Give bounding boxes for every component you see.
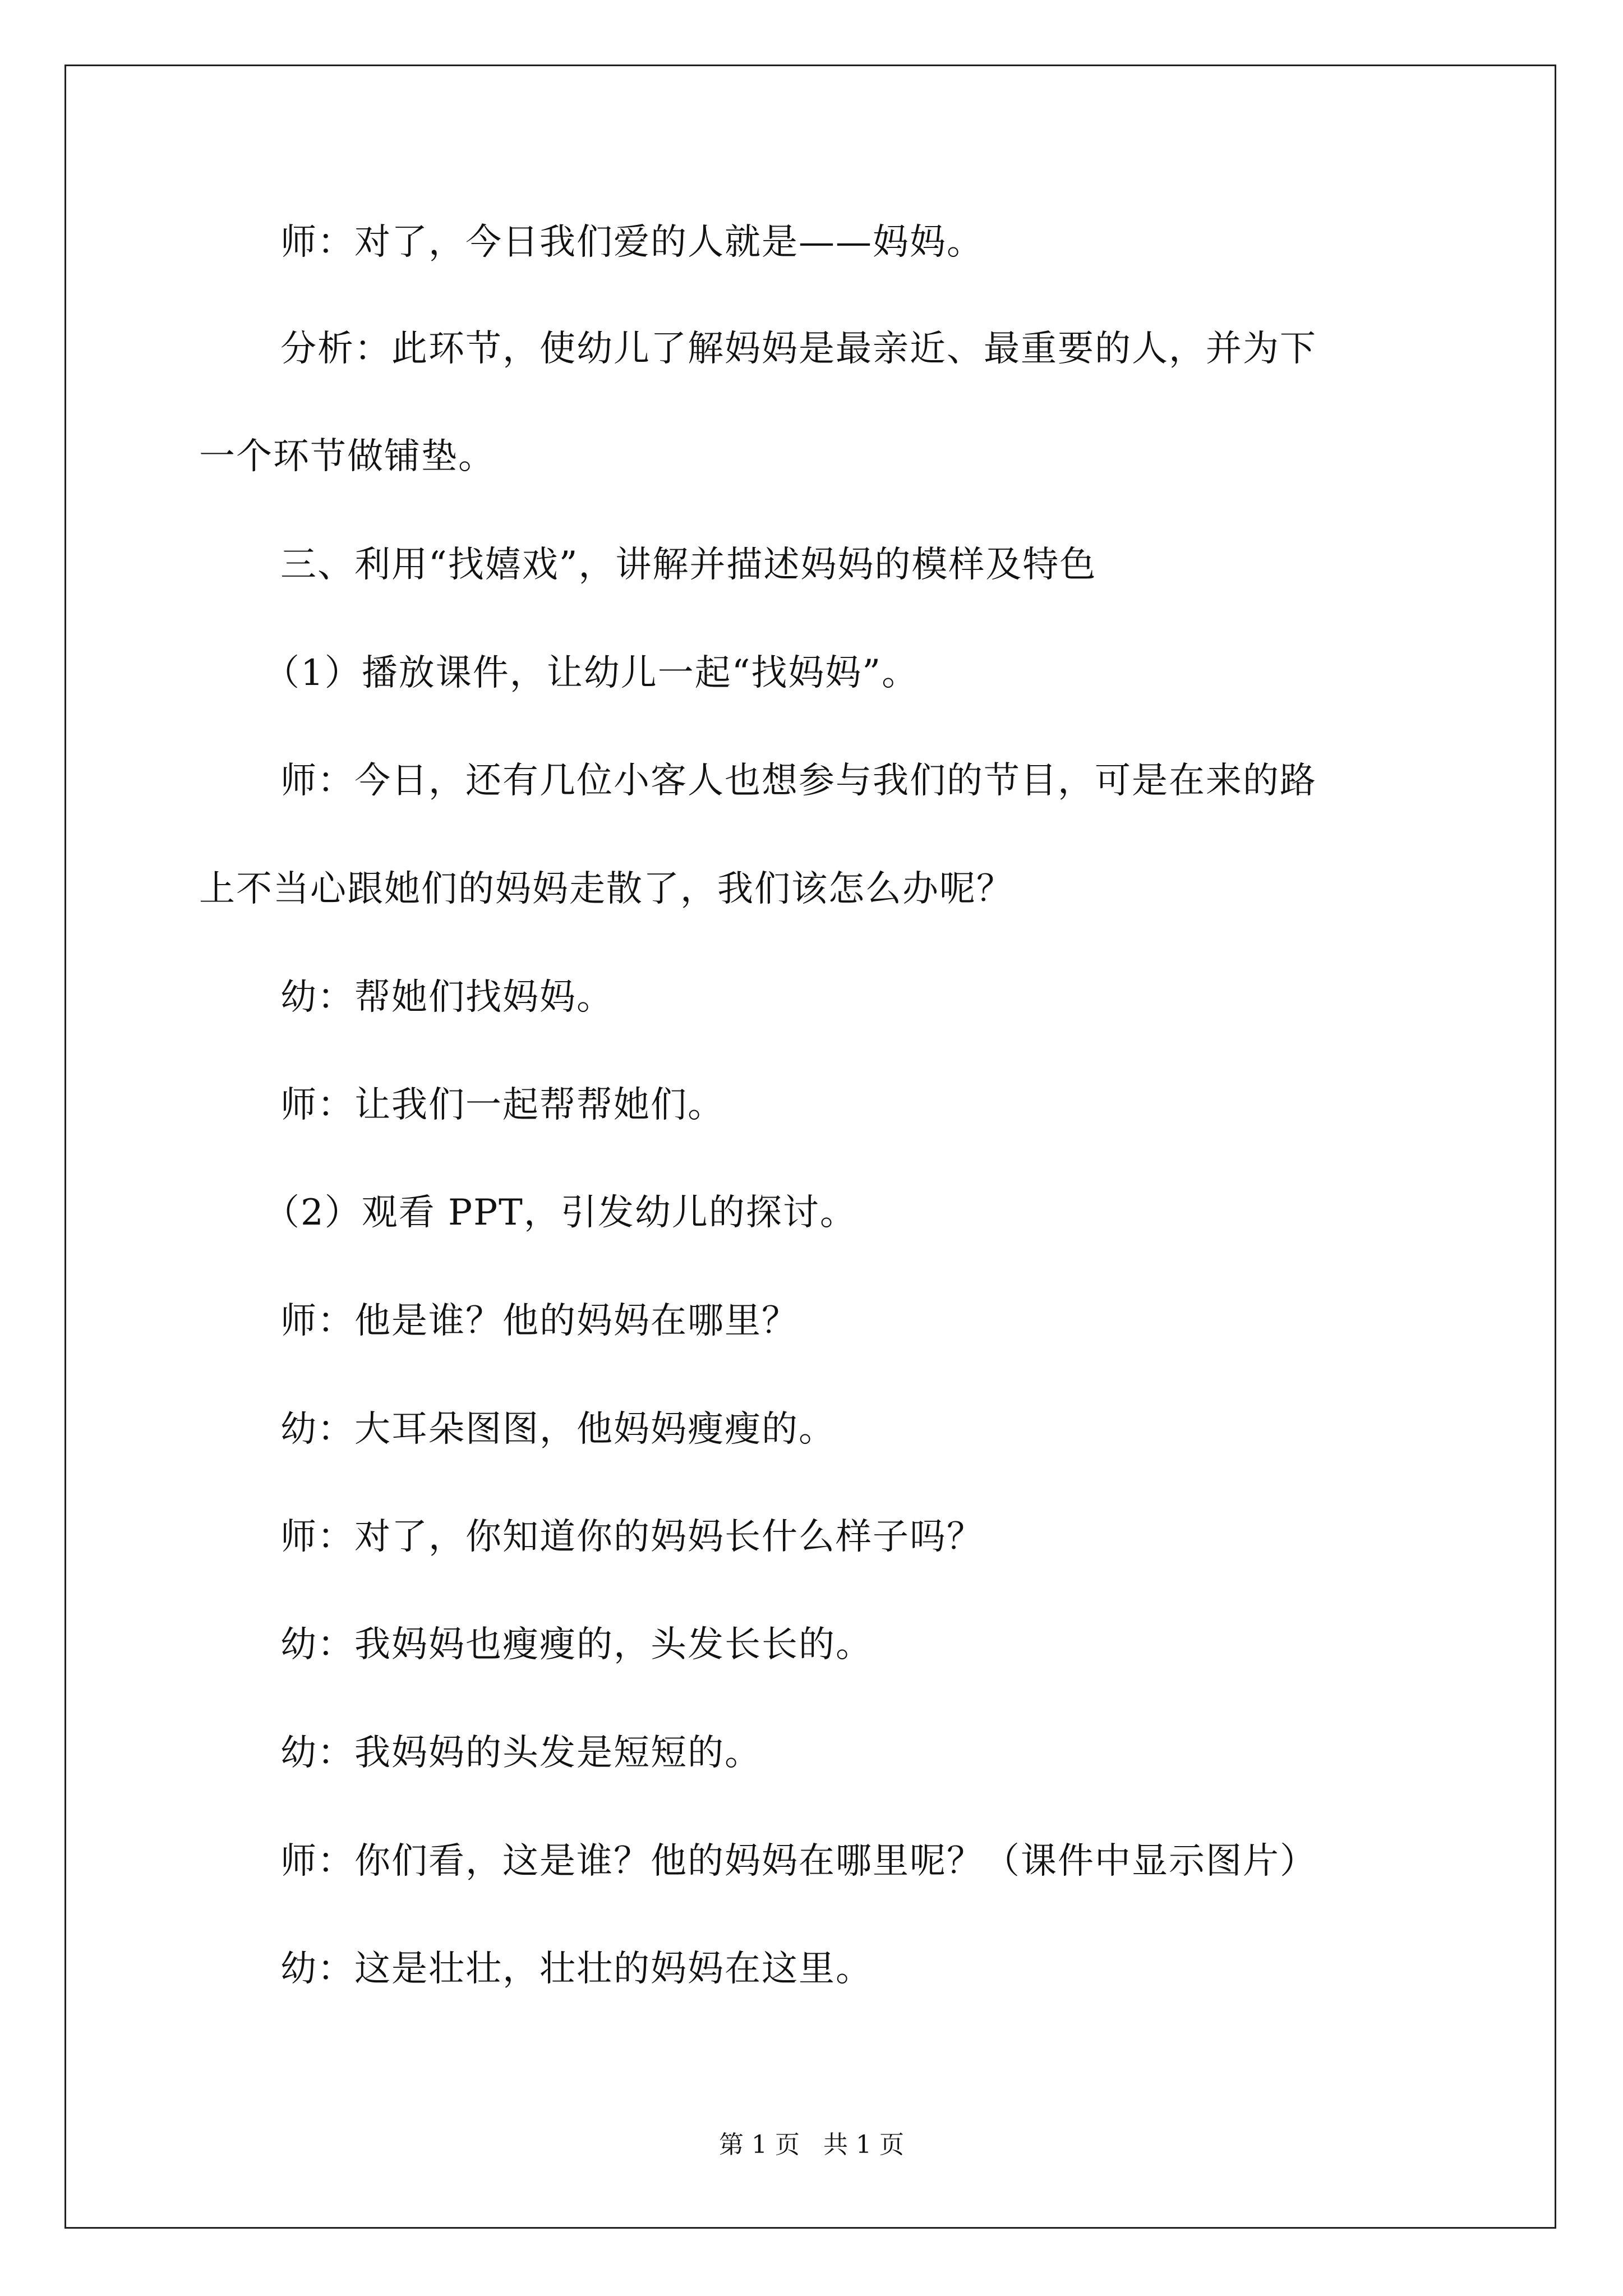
paragraph-line: 师：他是谁？他的妈妈在哪里？ xyxy=(280,1300,799,1342)
paragraph-line: 师：对了，你知道你的妈妈长什么样子吗？ xyxy=(280,1516,984,1558)
paragraph-line: （1）播放课件，让幼儿一起“找妈妈”。 xyxy=(264,652,919,694)
paragraph-line: （2）观看 PPT，引发幼儿的探讨。 xyxy=(264,1192,857,1234)
paragraph-line: 幼：我妈妈的头发是短短的。 xyxy=(280,1732,762,1774)
paragraph-line: 师：你们看，这是谁？他的妈妈在哪里呢？（课件中显示图片） xyxy=(280,1841,1317,1882)
paragraph-line: 上不当心跟她们的妈妈走散了，我们该怎么办呢？ xyxy=(199,868,1013,910)
paragraph-line: 师：让我们一起帮帮她们。 xyxy=(280,1084,725,1126)
paragraph-line: 幼：帮她们找妈妈。 xyxy=(280,977,614,1018)
section-heading: 三、利用“找嬉戏”，讲解并描述妈妈的模样及特色 xyxy=(280,544,1097,586)
paragraph-line: 一个环节做铺垫。 xyxy=(199,436,495,477)
paragraph-line: 师：对了，今日我们爱的人就是——妈妈。 xyxy=(280,222,984,263)
paragraph-line: 幼：这是壮壮，壮壮的妈妈在这里。 xyxy=(280,1948,873,1990)
paragraph-line: 幼：我妈妈也瘦瘦的，头发长长的。 xyxy=(280,1624,873,1665)
paragraph-line: 分析：此环节，使幼儿了解妈妈是最亲近、最重要的人，并为下 xyxy=(280,328,1317,370)
page-footer: 第 1 页 共 1 页 xyxy=(719,2131,904,2159)
paragraph-line: 师：今日，还有几位小客人也想参与我们的节目，可是在来的路 xyxy=(280,760,1317,802)
paragraph-line: 幼：大耳朵图图，他妈妈瘦瘦的。 xyxy=(280,1409,836,1450)
